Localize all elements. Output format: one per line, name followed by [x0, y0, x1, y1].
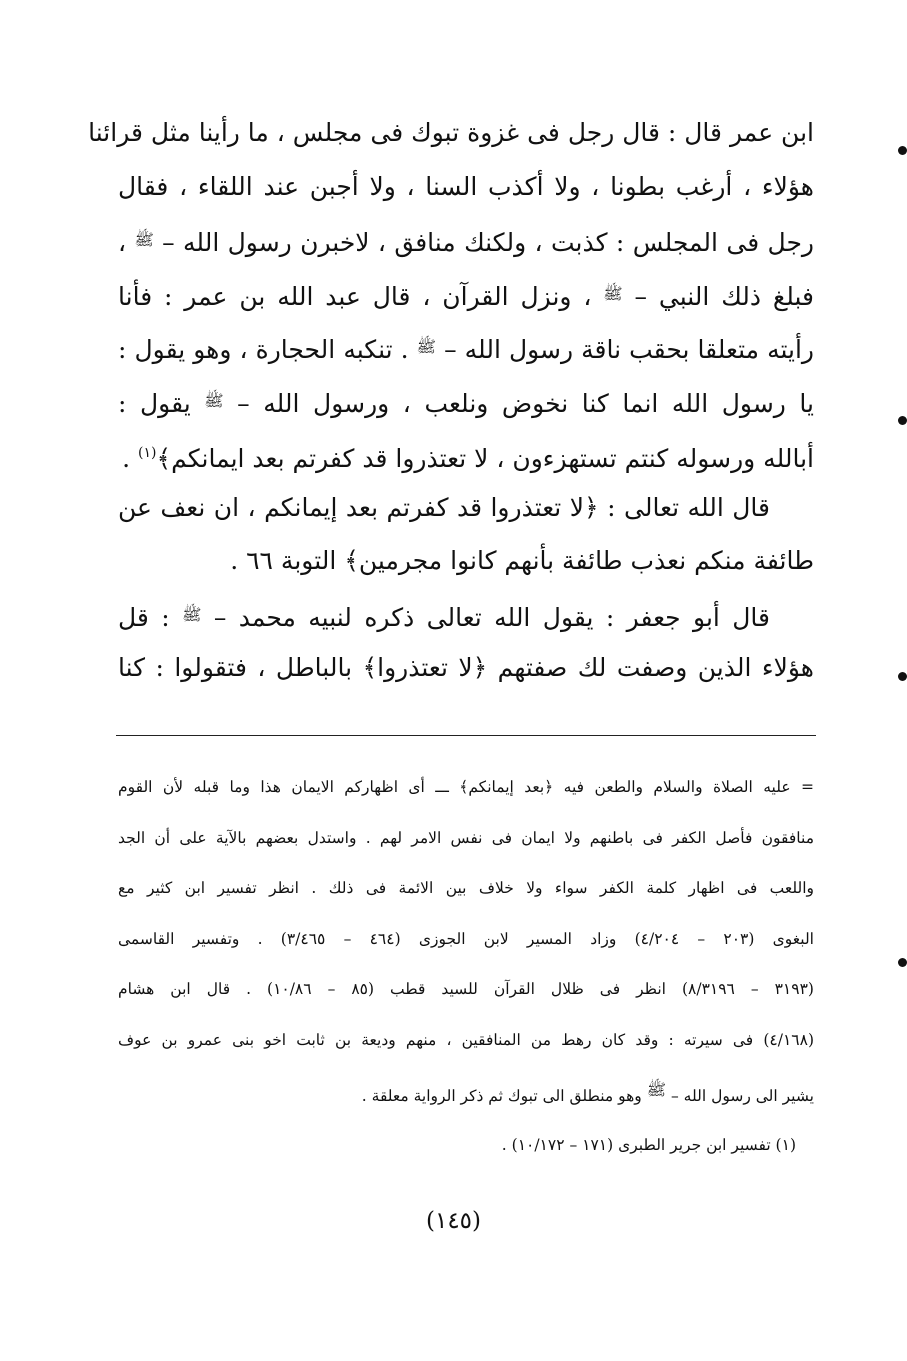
text-line: هؤلاء ، أرغب بطونا ، ولا أكذب السنا ، ولا أجبن عند اللقاء ، فقال — [118, 171, 814, 201]
text-line: يا رسول الله انما كنا نخوض ونلعب ، ورسول الله – $^ﷺ$ يقول : — [118, 388, 814, 418]
salla-symbol: ﷺ — [134, 230, 154, 249]
margin-dot — [898, 146, 907, 155]
text-line: قال أبو جعفر : يقول الله تعالى ذكره لنبيه محمد – $^ﷺ$ : قل — [118, 602, 770, 632]
margin-dot — [898, 672, 907, 681]
main-text — [88, 106, 815, 695]
text-line: فبلغ ذلك النبي – $^ﷺ$ ، ونزل القرآن ، قال عبد الله بن عمر : فأنا — [118, 281, 814, 311]
footnote-line: يشير الى رسول الله – ﷺ وهو منطلق الى تبوك ثم ذكر الرواية معلقة . — [361, 1080, 814, 1105]
salla-symbol: ﷺ — [204, 390, 224, 410]
footnote-line: البغوى (٢٠٣ – ٤/٢٠٤) وزاد المسير لابن الجوزى (٤٦٤ – ٣/٤٦٥) . وتفسير القاسمى — [118, 929, 814, 948]
salla-symbol: ﷺ — [646, 1080, 667, 1099]
salla-symbol: ﷺ — [416, 337, 436, 356]
paragraph-2 — [118, 481, 814, 588]
text-line: هؤلاء الذين وصفت لك صفتهم ﴿لا تعتذروا﴾ بالباطل ، فتقولوا : كنا — [118, 653, 814, 682]
text-line: رأيته متعلقا بحقب ناقة رسول الله – $^ﷺ$ . تنكبه الحجارة ، وهو يقول : — [118, 335, 815, 364]
footnote-line: (٣١٩٣ – ٨/٣١٩٦) انظر فى ظلال القرآن للسيد قطب (٨٥ – ١٠/٨٦) . قال ابن هشام — [118, 980, 814, 998]
footnotes — [118, 762, 814, 1170]
text-line: قال الله تعالى : ﴿لا تعتذروا قد كفرتم بعد إيمانكم ، ان نعف عن — [118, 492, 770, 522]
footnote-separator — [116, 735, 816, 736]
paragraph-3 — [118, 588, 814, 695]
footnote-line: (٤/١٦٨) فى سيرته : وقد كان رهط من المنافقين ، منهم وديعة بن ثابت اخو بنى عمرو بن عوف — [118, 1030, 814, 1049]
text-line: ابن عمر قال : قال رجل فى غزوة تبوك فى مجلس ، ما رأينا مثل قرائنا — [88, 118, 814, 147]
salla-symbol: ﷺ — [182, 604, 202, 624]
footnote-reference: (١) — [137, 445, 157, 461]
text-line: رجل فى المجلس : كذبت ، ولكنك منافق ، لاخبرن رسول الله – $^ﷺ$ ، — [118, 228, 814, 257]
page-number: (١٤٥) — [425, 1208, 482, 1234]
footnote-line: واللعب فى اظهار كلمة الكفر سواء ولا خلاف بين الائمة فى ذلك . انظر تفسير ابن كثير مع — [118, 879, 814, 897]
footnote-1: (١) تفسير ابن جرير الطبرى (١٧١ – ١٠/١٧٢) . — [501, 1135, 796, 1154]
footnote-line: = عليه الصلاة والسلام والطعن فيه ﴿بعد إيمانكم﴾ ـــ أى اظهاركم الايمان هذا وما قبله لأن القوم — [118, 778, 814, 796]
salla-symbol: ﷺ — [603, 283, 623, 303]
text-line: طائفة منكم نعذب طائفة بأنهم كانوا مجرمين﴾ التوبة ٦٦ . — [230, 546, 814, 575]
margin-dot — [898, 416, 907, 425]
margin-dot — [898, 958, 907, 967]
footnote-line: منافقون فأصل الكفر فى باطنهم ولا ايمان فى نفس الامر لهم . واستدل بعضهم بالآية على أن الجد — [118, 828, 814, 847]
text-line: أبالله ورسوله كنتم تستهزءون ، لا تعتذروا قد كفرتم بعد ايمانكم﴾$^{(١)}$ . — [122, 444, 814, 473]
paragraph-1 — [88, 106, 815, 481]
